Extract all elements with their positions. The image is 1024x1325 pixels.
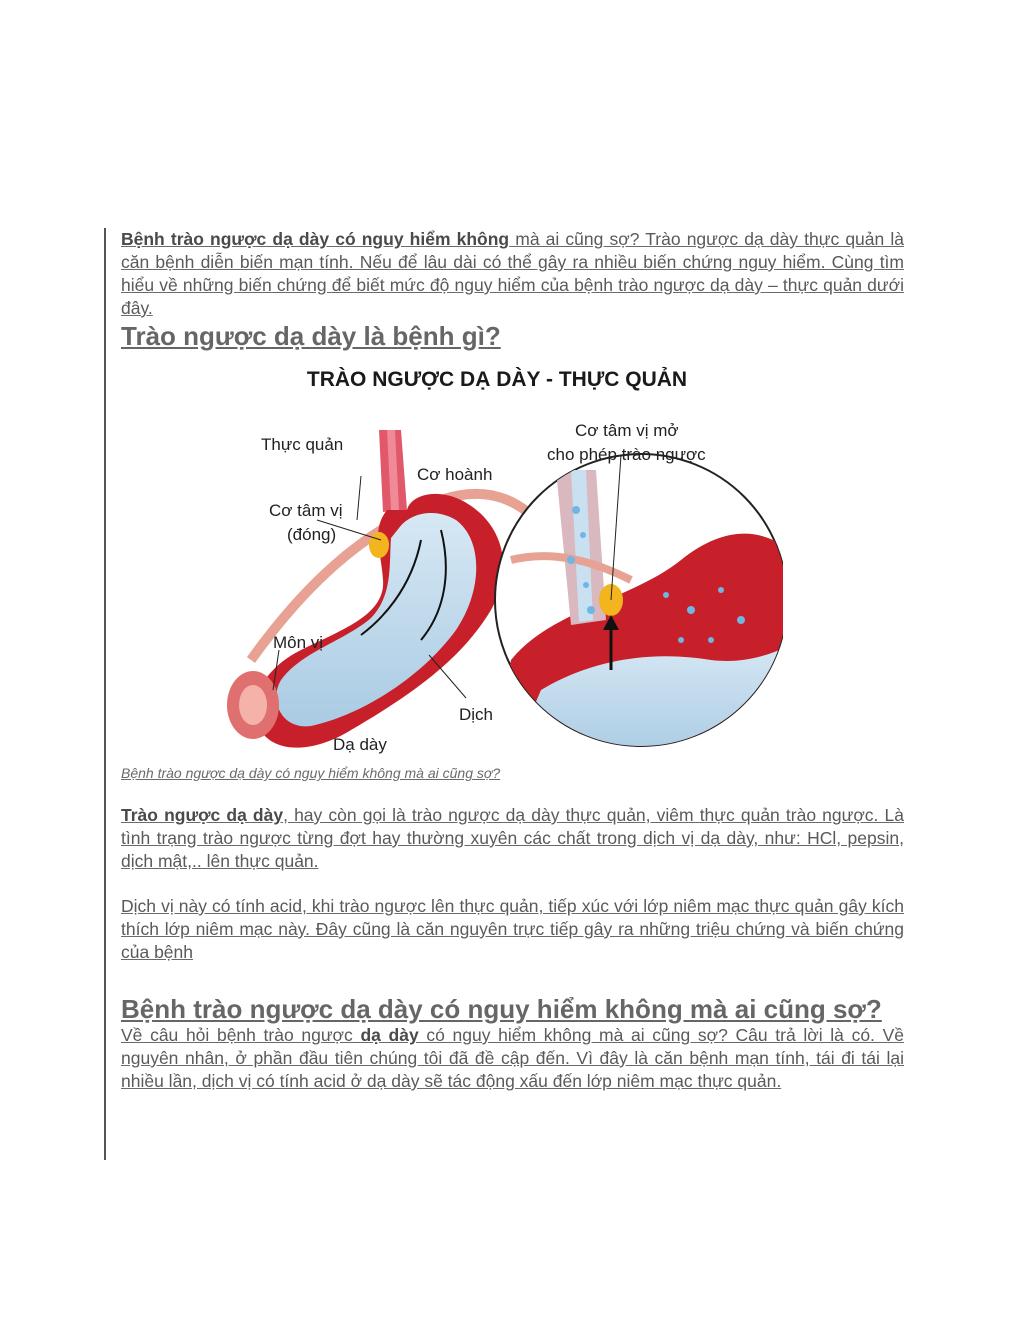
danger-paragraph (121, 1024, 904, 1093)
intro-link[interactable]: Bệnh trào ngược dạ dày có nguy hiểm không (121, 229, 510, 249)
label-co-tam-vi: Cơ tâm vị (269, 501, 343, 520)
article-content (121, 228, 904, 1093)
label-co-tam-vi-mo: Cơ tâm vị mở (575, 421, 679, 440)
intro-text: mà ai cũng sợ? Trào ngược dạ dày thực quản là căn bệnh diễn biến mạn tính. Nếu để lâu dài có thể gây ra nhiều biến chứng nguy hiểm. Cùng tìm hiểu về những biến chứng để biết mức độ nguy hiểm của bệnh trào ngược dạ dày – thực quản dưới đây. (121, 229, 904, 318)
pylorus-inner-shape (239, 685, 267, 725)
label-dich: Dịch (459, 705, 494, 724)
danger-bold-link[interactable]: dạ dày (360, 1025, 419, 1045)
label-cho-phep-trao-nguoc: cho phép trào ngược (547, 445, 706, 464)
section2-heading[interactable]: Bệnh trào ngược dạ dày có nguy hiểm không mà ai cũng sợ? (121, 994, 882, 1024)
figure-caption[interactable]: Bệnh trào ngược dạ dày có nguy hiểm không mà ai cũng sợ? (121, 765, 501, 781)
section1-heading[interactable]: Trào ngược dạ dày là bệnh gì? (121, 321, 501, 351)
leader-line-co-hoanh (357, 476, 361, 520)
reflux-diagram (211, 360, 783, 762)
definition-bold-link[interactable]: Trào ngược dạ dày (121, 805, 284, 825)
acid-paragraph: Dịch vị này có tính acid, khi trào ngược lên thực quản, tiếp xúc với lớp niêm mạc thực quản gây kích thích lớp niêm mạc này. Đây cũng là căn nguyên trực tiếp gây ra những triệu chứng và biến chứng của bệnh (121, 896, 904, 962)
diagram-title: TRÀO NGƯỢC DẠ DÀY - THỰC QUẢN (306, 368, 688, 391)
label-thuc-quan: Thực quản (261, 435, 344, 454)
definition-text: , hay còn gọi là trào ngược dạ dày thực quản, viêm thực quản trào ngược. Là tình trạng trào ngược từng đợt hay thường xuyên các chất trong dịch vị dạ dày, như: HCl, pepsin, dịch mật,.. lên thực quản. (121, 805, 904, 871)
definition-paragraph (121, 804, 904, 873)
danger-text-after: có nguy hiểm không mà ai cũng sợ? Câu trả lời là có. Về nguyên nhân, ở phần đầu tiên chúng tôi đã đề cập đến. Vì đây là căn bệnh mạn tính, tái đi tái lại nhiều lần, dịch vị có tính acid ở dạ dày sẽ tác động xấu đến lớp niêm mạc thực quản. (121, 1025, 904, 1091)
label-da-day: Dạ dày (333, 735, 387, 754)
danger-text-before: Về câu hỏi bệnh trào ngược (121, 1025, 361, 1045)
reflux-diagram-figure (211, 360, 783, 762)
label-co-tam-vi-dong: (đóng) (287, 525, 337, 544)
cardia-muscle-shape (369, 532, 389, 558)
intro-paragraph (121, 228, 904, 320)
label-co-hoanh: Cơ hoành (417, 465, 493, 484)
left-margin-rule (104, 228, 106, 1160)
label-mon-vi: Môn vị (273, 633, 324, 652)
